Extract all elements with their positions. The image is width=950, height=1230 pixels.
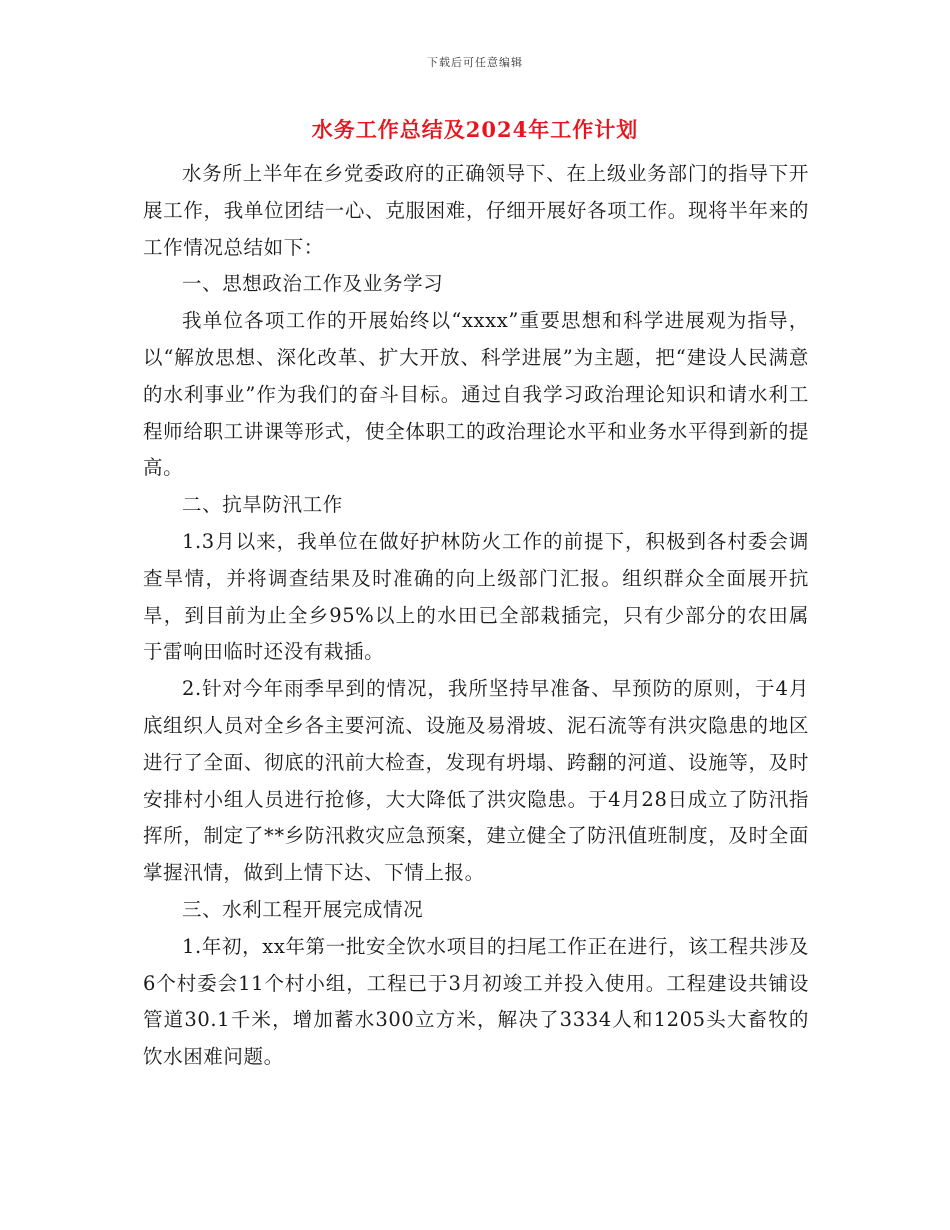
paragraph-drought-1: 1.3月以来，我单位在做好护林防火工作的前提下，积极到各村委会调查旱情，并将调查结果及时准确的向上级部门汇报。组织群众全面展开抗旱，到目前为止全乡95%以上的水田已全部栽插完，只有少部分的农田属于雷响田临时还没有栽插。: [143, 529, 809, 664]
section-heading-1: 一、思想政治工作及业务学习: [182, 272, 444, 296]
paragraph-intro: 水务所上半年在乡党委政府的正确领导下、在上级业务部门的指导下开展工作，我单位团结一心、克服困难，仔细开展好各项工作。现将半年来的工作情况总结如下：: [143, 162, 809, 259]
document-body: [143, 156, 809, 1076]
document-title: 水务工作总结及2024年工作计划: [311, 117, 639, 142]
section-heading-3: 三、水利工程开展完成情况: [182, 897, 424, 921]
header-note: 下载后可任意编辑: [427, 56, 523, 69]
paragraph-water-project-1: 1.年初，xx年第一批安全饮水项目的扫尾工作正在进行，该工程共涉及6个村委会11个村小组，工程已于3月初竣工并投入使用。工程建设共铺设管道30.1千米，增加蓄水300立方米，解决了3334人和1205头大畜牧的饮水困难问题。: [143, 934, 809, 1069]
paragraph-political-work: 我单位各项工作的开展始终以“xxxx”重要思想和科学进展观为指导，以“解放思想、深化改革、扩大开放、科学进展”为主题，把“建设人民满意的水利事业”作为我们的奋斗目标。通过自我学习政治理论知识和请水利工程师给职工讲课等形式，使全体职工的政治理论水平和业务水平得到新的提高。: [143, 309, 809, 480]
paragraph-flood-2: 2.针对今年雨季早到的情况，我所坚持早准备、早预防的原则，于4月底组织人员对全乡各主要河流、设施及易滑坡、泥石流等有洪灾隐患的地区进行了全面、彻底的汛前大检查，发现有坍塌、跨翻的河道、设施等，及时安排村小组人员进行抢修，大大降低了洪灾隐患。于4月28日成立了防汛指挥所，制定了**乡防汛救灾应急预案，建立健全了防汛值班制度，及时全面掌握汛情，做到上情下达、下情上报。: [143, 677, 809, 885]
section-heading-2: 二、抗旱防汛工作: [182, 493, 343, 517]
